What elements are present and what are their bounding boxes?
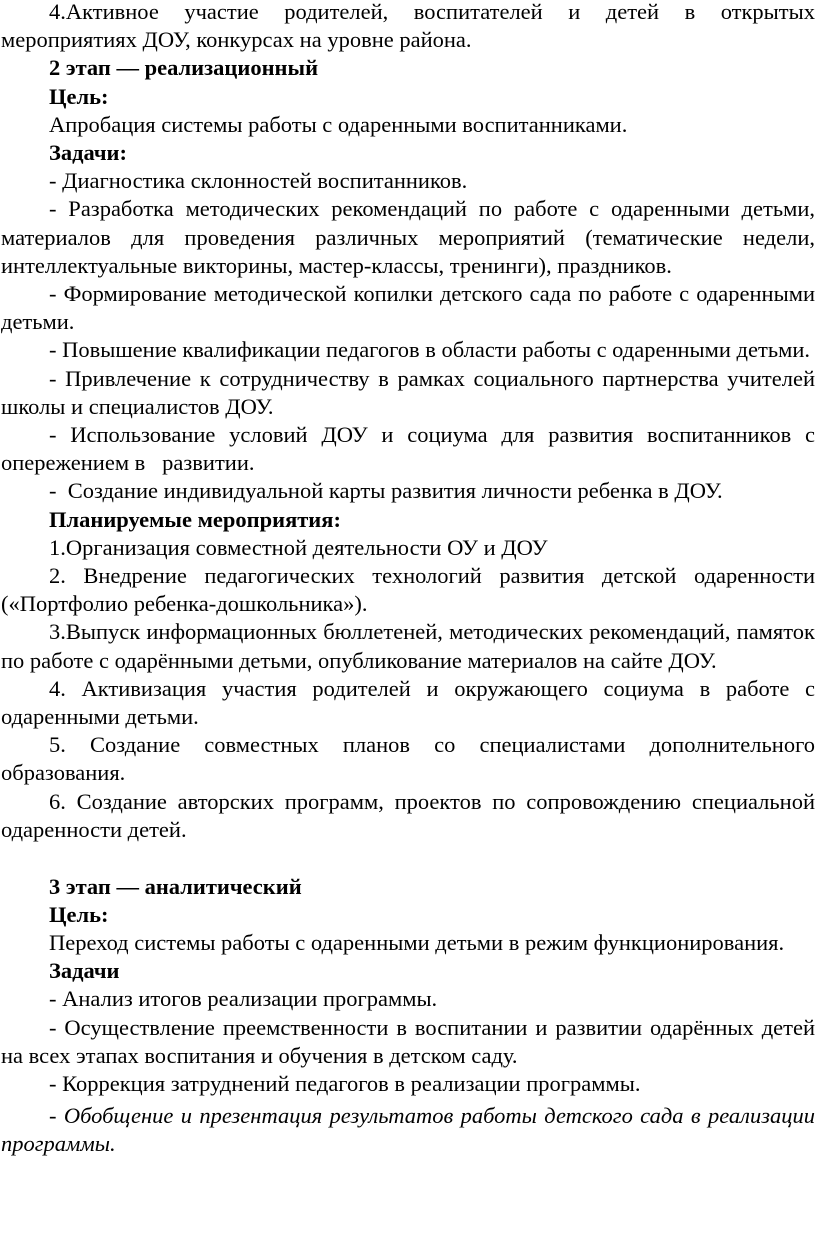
stage3-task-4-dash: - — [49, 1103, 64, 1129]
stage3-goal-label: Цель: — [49, 901, 109, 927]
stage3-goal-text: Переход системы работы с одаренными детьми в режим функционирования. — [49, 930, 785, 955]
stage2-heading: 2 этап — реализационный — [49, 55, 319, 81]
stage2-event-4: 4. Активизация участия родителей и окружающего социума в работе с одаренными детьми. — [1, 675, 815, 730]
stage2-task-6: - Использование условий ДОУ и социума для развития воспитанников с опережением в развитии. — [1, 422, 815, 476]
stage2-goal-text: Апробация системы работы с одаренными воспитанниками. — [49, 111, 628, 137]
stage2-task-1: - Диагностика склонностей воспитанников. — [49, 168, 468, 194]
stage3-task-3: - Коррекция затруднений педагогов в реализации программы. — [49, 1071, 641, 1097]
stage1-item-4: 4.Активное участие родителей, воспитателей и детей в открытых мероприятиях ДОУ, конкурсах на уровне района. — [1, 0, 815, 53]
stage3-heading: 3 этап — аналитический — [49, 873, 302, 899]
stage2-task-4: - Повышение квалификации педагогов в области работы с одаренными детьми. — [49, 337, 810, 363]
stage2-event-2: 2. Внедрение педагогических технологий развития детской одаренности («Портфолио ребенка-дошкольника»). — [1, 563, 815, 617]
stage3-task-2: - Осуществление преемственности в воспитании и развитии одарённых детей на всех этапах воспитания и обучения в детском саду. — [1, 1014, 815, 1068]
stage3-tasks-label: Задачи — [49, 958, 120, 984]
stage2-tasks-label: Задачи: — [49, 140, 128, 166]
stage2-events-label: Планируемые мероприятия: — [49, 506, 341, 532]
stage2-event-5: 5. Создание совместных планов со специалистами дополнительного образования. — [1, 732, 815, 786]
stage2-goal-label: Цель: — [49, 83, 109, 109]
stage2-event-6: 6. Создание авторских программ, проектов по сопровождению специальной одаренности детей. — [1, 788, 815, 842]
section-spacer — [1, 844, 815, 873]
stage2-task-7: - Создание индивидуальной карты развития личности ребенка в ДОУ. — [49, 478, 723, 504]
stage3-task-4-text: Обобщение и презентация результатов работы детского сада в реализации программы. — [1, 1103, 816, 1157]
stage3-task-4 — [1, 1102, 815, 1158]
stage2-event-3: 3.Выпуск информационных бюллетеней, методических рекомендаций, памяток по работе с одарёнными детьми, опубликование материалов на сайте ДОУ. — [1, 619, 815, 673]
stage2-task-2: - Разработка методических рекомендаций по работе с одаренными детьми, материалов для проведения различных мероприятий (тематические недели, интеллектуальные викторины, мастер-классы, тренинги), праздников. — [1, 196, 815, 278]
stage3-task-1: - Анализ итогов реализации программы. — [49, 986, 438, 1012]
stage2-task-5: - Привлечение к сотрудничеству в рамках социального партнерства учителей школы и специалистов ДОУ. — [1, 365, 815, 419]
stage2-event-1: 1.Организация совместной деятельности ОУ и ДОУ — [49, 534, 548, 560]
stage2-task-3: - Формирование методической копилки детского сада по работе с одаренными детьми. — [1, 281, 815, 335]
